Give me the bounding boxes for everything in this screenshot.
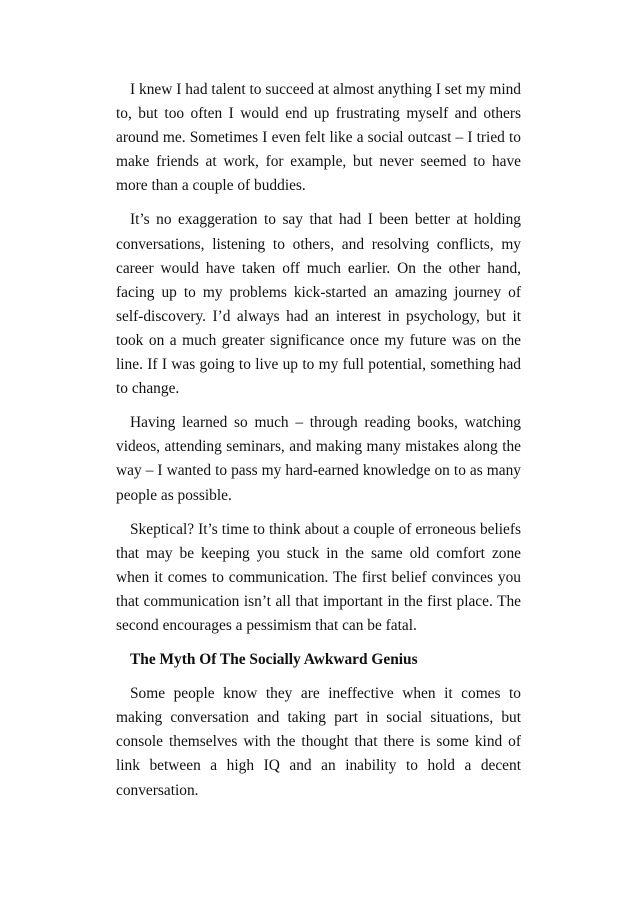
paragraph-exaggeration: It’s no exaggeration to say that had I been better at holding conversations, listening to others, and resolving conflicts, my career would have taken off much earlier. On the other hand, facing up to my problems kick-started an amazing journey of self-discovery. I’d always had an interest in psychology, but it took on a much greater significance once my future was on the line. If I was going to live up to my full potential, something had to change. [116, 211, 521, 398]
paragraph-skeptical: Skeptical? It’s time to think about a couple of erroneous beliefs that may be keeping you stuck in the same old comfort zone when it comes to communication. The first belief convinces you that communication isn’t all that important in the first place. The second encourages a pessimism that can be fatal. [116, 520, 521, 634]
section-heading: The Myth Of The Socially Awkward Genius [130, 651, 418, 669]
book-page [116, 78, 521, 813]
paragraph-learned: Having learned so much – through reading books, watching videos, attending seminars, and making many mistakes along the way – I wanted to pass my hard-earned knowledge on to as many people as possible. [116, 414, 521, 504]
paragraph-talent: I knew I had talent to succeed at almost anything I set my mind to, but too often I would end up frustrating myself and others around me. Sometimes I even felt like a social outcast – I tried to make friends at work, for example, but never seemed to have more than a couple of buddies. [116, 81, 521, 195]
paragraph-socially-awkward: Some people know they are ineffective when it comes to making conversation and taking part in social situations, but console themselves with the thought that there is some kind of link between a high IQ and an inability to hold a decent conversation. [116, 685, 521, 799]
